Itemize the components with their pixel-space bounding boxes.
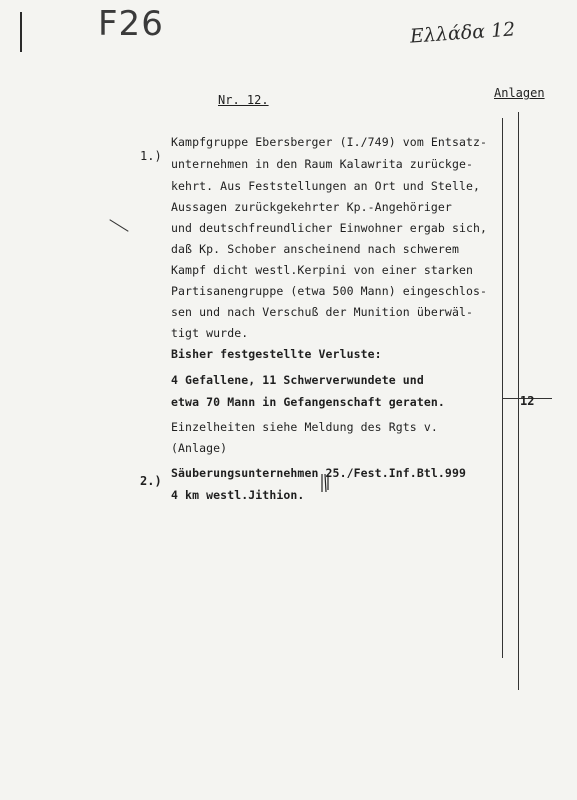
entry-number: 2.) (140, 474, 162, 488)
margin-line (502, 118, 503, 658)
page-stamp: F26 (98, 4, 164, 44)
entry-line: 4 km westl.Jithion. (171, 488, 305, 502)
entry-line: Aussagen zurückgekehrter Kp.-Angehöriger (171, 200, 452, 214)
annex-header: Anlagen (494, 86, 545, 100)
entry-line: kehrt. Aus Feststellungen an Ort und Stelle, (171, 179, 481, 193)
details-line: (Anlage) (171, 441, 228, 455)
entry-line: unternehmen in den Raum Kalawrita zurückge- (171, 157, 474, 171)
entry-line: Partisanengruppe (etwa 500 Mann) eingeschlos- (171, 284, 488, 298)
entry-line: Kampfgruppe Ebersberger (I./749) vom Entsatz- (171, 135, 488, 149)
entry-line: sen und nach Verschuß der Munition überwäl- (171, 305, 474, 319)
entry-line: Säuberungsunternehmen 25./Fest.Inf.Btl.999 (171, 466, 466, 480)
handwritten-note: Ελλάδα 12 (409, 18, 516, 48)
loss-line: etwa 70 Mann in Gefangenschaft geraten. (171, 395, 445, 409)
margin-mark (20, 12, 22, 52)
margin-mark (109, 219, 128, 232)
entry-line: und deutschfreundlicher Einwohner ergab sich, (171, 221, 488, 235)
entry-line: daß Kp. Schober anscheinend nach schwerem (171, 242, 459, 256)
entry-line: tigt wurde. (171, 326, 249, 340)
handwritten-mark (320, 472, 330, 494)
entry-line: Kampf dicht westl.Kerpini von einer starken (171, 263, 474, 277)
entry-number: 1.) (140, 149, 162, 163)
details-line: Einzelheiten siehe Meldung des Rgts v. (171, 420, 438, 434)
annex-number: 12 (520, 394, 535, 408)
entry-line: Bisher festgestellte Verluste: (171, 347, 382, 361)
margin-line (518, 112, 519, 690)
document-number: Nr. 12. (218, 93, 269, 107)
loss-line: 4 Gefallene, 11 Schwerverwundete und (171, 373, 424, 387)
